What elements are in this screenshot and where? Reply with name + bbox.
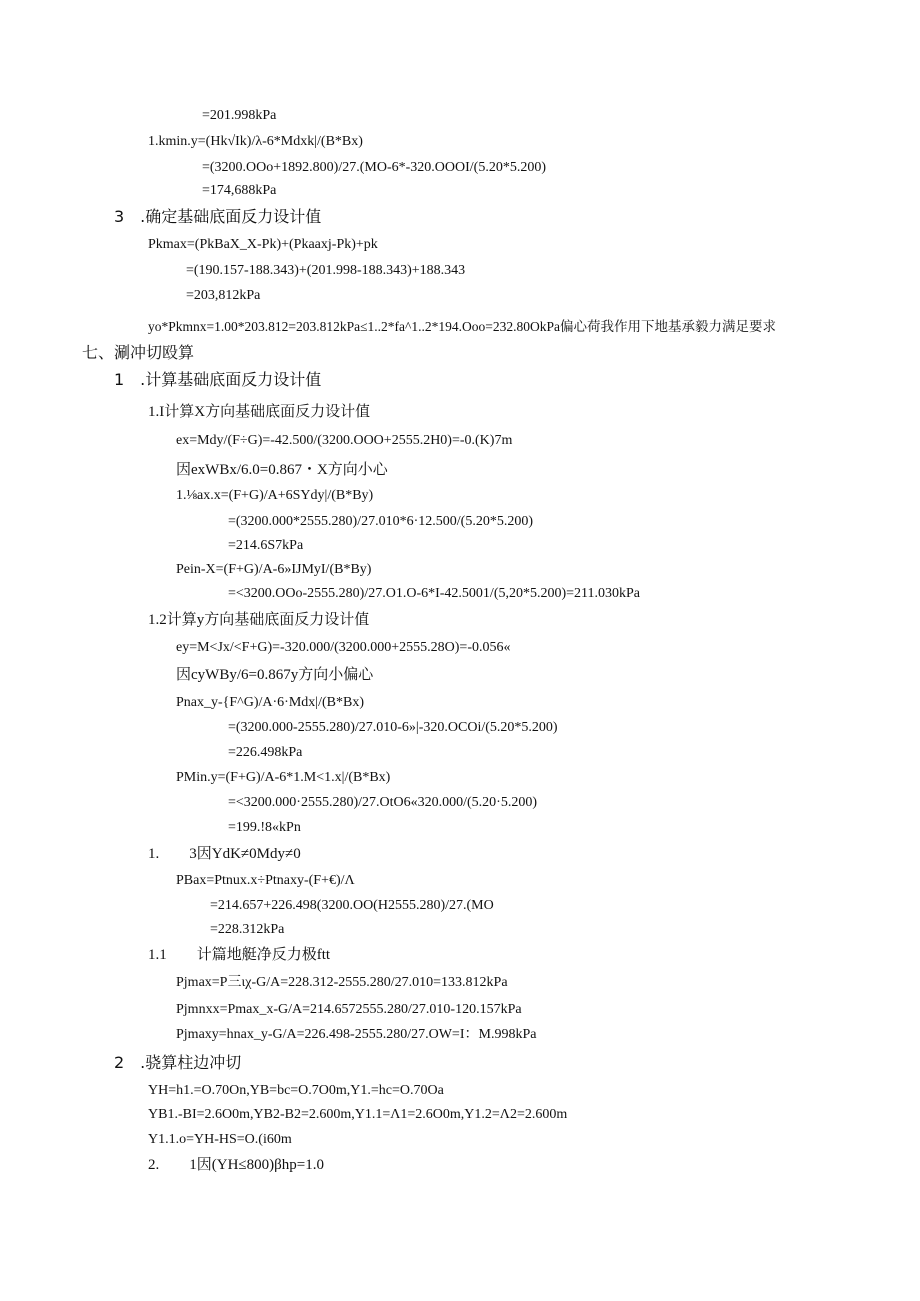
text-line: =174,688kPa <box>202 183 277 198</box>
text-line: 因exWBx/6.0=0.867・X方向小心 <box>176 462 388 478</box>
text-line: PBax=Ptnux.x÷Ptnaxy-(F+€)/Λ <box>176 873 355 888</box>
text-line: =214.657+226.498(3200.OO(H2555.280)/27.(MO <box>210 898 494 913</box>
text-line: 1.kmin.y=(Hk√Ik)/λ-6*Mdxk|/(B*Bx) <box>148 134 363 149</box>
text-line: =226.498kPa <box>228 745 303 760</box>
text-line: =(3200.000*2555.280)/27.010*6·12.500/(5.20*5.200) <box>228 514 533 529</box>
section-heading: 3 .确定基础底面反力设计值 <box>114 207 322 226</box>
text-line: =199.!8«kPn <box>228 820 301 835</box>
text-line: Pjmax=P三ιχ-G/A=228.312-2555.280/27.010=133.812kPa <box>176 975 508 990</box>
conclusion-line: yo*Pkmnx=1.00*203.812=203.812kPa≤1..2*fa^1..2*194.Ooo=232.80OkPa偏心荷我作用下地基承毅力满足要求 <box>148 319 776 334</box>
text-line: Y1.1.o=YH-HS=O.(i60m <box>148 1132 292 1147</box>
text-line: ey=M<Jx/<F+G)=-320.000/(3200.000+2555.28O)=-0.056« <box>176 640 511 655</box>
subsection-heading: 1.2计算y方向基础底面反力设计值 <box>148 612 370 628</box>
chapter-heading: 七、涮冲切殴算 <box>82 343 195 362</box>
text-line: Pjmaxy=hnax_y-G/A=226.498-2555.280/27.OW=I：M.998kPa <box>176 1027 537 1042</box>
text-line: ex=Mdy/(F÷G)=-42.500/(3200.OOO+2555.2H0)=-0.(K)7m <box>176 433 513 448</box>
subsection-heading: 1.I计算X方向基础底面反力设计值 <box>148 404 371 420</box>
text-line: =(3200.000-2555.280)/27.010-6»|-320.OCOi/(5.20*5.200) <box>228 720 558 735</box>
text-line: Pein-X=(F+G)/A-6»IJMyI/(B*By) <box>176 562 372 577</box>
text-line: =214.6S7kPa <box>228 538 304 553</box>
text-line: Pjmnxx=Pmax_x-G/A=214.6572555.280/27.010-120.157kPa <box>176 1002 522 1017</box>
section-heading: 2 .骁算柱边冲切 <box>114 1053 242 1072</box>
text-line: 1.⅛ax.x=(F+G)/A+6SYdy|/(B*By) <box>176 488 374 503</box>
section-heading: 1 .计算基础底面反力设计值 <box>114 370 322 389</box>
subsection-heading: 1. 3因YdK≠0Mdy≠0 <box>148 846 301 862</box>
text-line: =228.312kPa <box>210 922 285 937</box>
text-line: Pnax_y-{F^G)/A·6·Mdx|/(B*Bx) <box>176 695 364 710</box>
text-line: PMin.y=(F+G)/A-6*1.M<1.x|/(B*Bx) <box>176 770 391 785</box>
text-line: YB1.-BI=2.6O0m,YB2-B2=2.600m,Y1.1=Λ1=2.6O0m,Y1.2=Λ2=2.600m <box>148 1107 568 1122</box>
subsection-heading: 1.1 计篇地艇净反力极ftt <box>148 947 331 963</box>
text-line: =(190.157-188.343)+(201.998-188.343)+188.343 <box>186 263 466 278</box>
text-line: =203,812kPa <box>186 288 261 303</box>
text-line: =<3200.000·2555.280)/27.OtO6«320.000/(5.20·5.200) <box>228 795 537 810</box>
text-line: =(3200.OOo+1892.800)/27.(MO-6*-320.OOOI/(5.20*5.200) <box>202 160 546 175</box>
text-line: YH=h1.=O.70On,YB=bc=O.7O0m,Y1.=hc=O.70Oa <box>148 1083 444 1098</box>
text-line: =<3200.OOo-2555.280)/27.O1.O-6*I-42.5001/(5,20*5.200)=211.030kPa <box>228 586 641 601</box>
text-line: =201.998kPa <box>202 108 277 123</box>
subsection-heading: 2. 1因(YH≤800)βhp=1.0 <box>148 1157 324 1173</box>
text-line: 因cyWBy/6=0.867y方向小偏心 <box>176 667 374 683</box>
text-line: Pkmax=(PkBaX_X-Pk)+(Pkaaxj-Pk)+pk <box>148 237 378 252</box>
